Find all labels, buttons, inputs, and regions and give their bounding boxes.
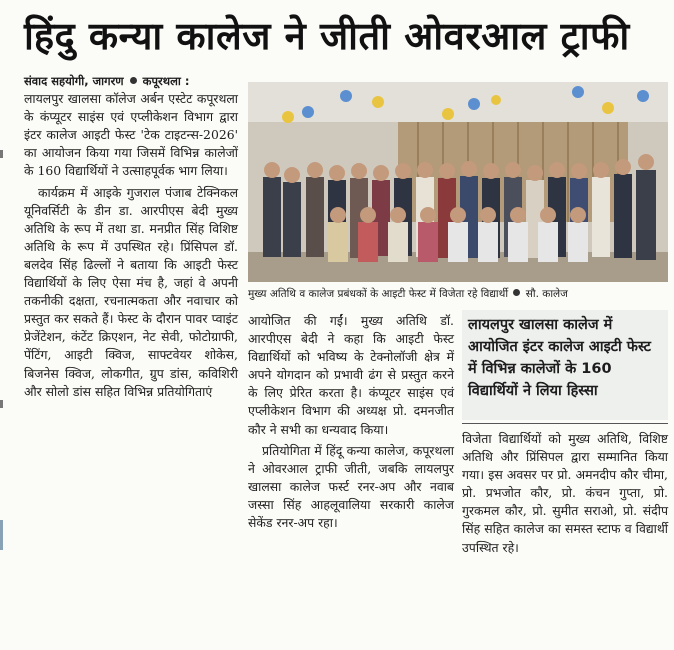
paragraph: लायलपुर खालसा कॉलेज अर्बन एस्टेट कपूरथला के कंप्यूटर साइंस एवं एप्लीकेशन विभाग द्वारा इंटर कालेज आइटी फेस्ट 'टेक टाइटन्स-2026' का आयोजन किया गया जिसमें विभिन्न कालेजों के 160 विद्यार्थियों ने उत्साहपूर्वक भाग लिया। [24, 91, 238, 179]
edge-fragment [0, 150, 3, 158]
edge-fragment [0, 400, 3, 408]
divider [462, 423, 668, 424]
article-column-2 [248, 312, 454, 532]
caption-text: मुख्य अतिथि व कालेज प्रबंधकों के आइटी फेस्ट में विजेता रहे विद्यार्थी [248, 288, 509, 300]
bullet-dot-icon [130, 77, 137, 84]
caption-credit: सौ. कालेज [525, 288, 568, 300]
photo-caption [248, 285, 668, 303]
headline: हिंदु कन्या कालेज ने जीती ओवरआल ट्राफी [24, 14, 630, 58]
subheadline: लायलपुर खालसा कालेज में आयोजित इंटर कालेज आइटी फेस्ट में विभिन्न कालेजों के 160 विद्यार्थियों ने लिया हिस्सा [468, 317, 651, 399]
byline-source: संवाद सहयोगी, जागरण [24, 74, 124, 88]
article-column-3 [462, 430, 668, 557]
group-photo-illustration [248, 82, 668, 282]
byline-place: कपूरथला : [142, 74, 190, 88]
subheadline-box [462, 310, 668, 420]
paragraph: प्रतियोगिता में हिंदू कन्या कालेज, कपूरथला ने ओवरआल ट्राफी जीती, जबकि लायलपुर खालसा कालेज फर्स्ट रनर-अप और नवाब जस्सा सिंह आहलूवालिया सरकारी कालेज सेकेंड रनर-अप रहा। [248, 442, 454, 531]
byline [24, 72, 238, 90]
article-column-1 [24, 72, 238, 401]
bullet-dot-icon [513, 289, 520, 296]
paragraph: आयोजित की गईं। मुख्य अतिथि डॉ. आरपीएस बेदी ने कहा कि आइटी फेस्ट विद्यार्थियों को भविष्य के टेक्नोलॉजी क्षेत्र में अपने योगदान को प्रभावी ढंग से प्रस्तुत करने के लिए प्रेरित करता है। कंप्यूटर साइंस एवं एप्लीकेशन विभाग की अध्यक्ष प्रो. दमनजीत कौर ने सभी का धन्यवाद किया। [248, 313, 454, 437]
paragraph: विजेता विद्यार्थियों को मुख्य अतिथि, विशिष्ट अतिथि और प्रिंसिपल द्वारा सम्मानित किया गया। इस अवसर पर प्रो. अमनदीप कौर चीमा, प्रो. प्रभजोत कौर, प्रो. कंचन गुप्ता, प्रो. गुरकमल कौर, प्रो. सुमीत सराओ, प्रो. संदीप सिंह सहित कालेज का समस्त स्टाफ व विद्यार्थी उपस्थित रहे। [462, 431, 668, 555]
paragraph: कार्यक्रम में आइके गुजराल पंजाब टेक्निकल यूनिवर्सिटी के डीन डा. आरपीएस बेदी मुख्य अतिथि के रूप में तथा डा. मनप्रीत सिंह विशिष्ट अतिथि के रूप में उपस्थित रहे। प्रिंसिपल डॉ. बलदेव सिंह ढिल्लों ने बताया कि आइटी फेस्ट विद्यार्थियों के लिए ऐसा मंच है, जहां वे अपनी तकनीकी दक्षता, रचनात्मकता और नवाचार को प्रस्तुत कर सकते हैं। फेस्ट के दौरान पावर प्वाइंट प्रेजेंटेशन, कंटेंट क्रिएशन, नेट सेवी, फोटोग्राफी, पेंटिंग, आइटी क्विज, साफ्टवेयर शोकेस, बिजनेस क्विज, लोकगीत, ग्रुप डांस, कविशिरी और सोलो डांस सहित विभिन्न प्रतियोगिताएं [24, 184, 238, 399]
event-photo [248, 82, 668, 282]
edge-fragment [0, 520, 3, 550]
